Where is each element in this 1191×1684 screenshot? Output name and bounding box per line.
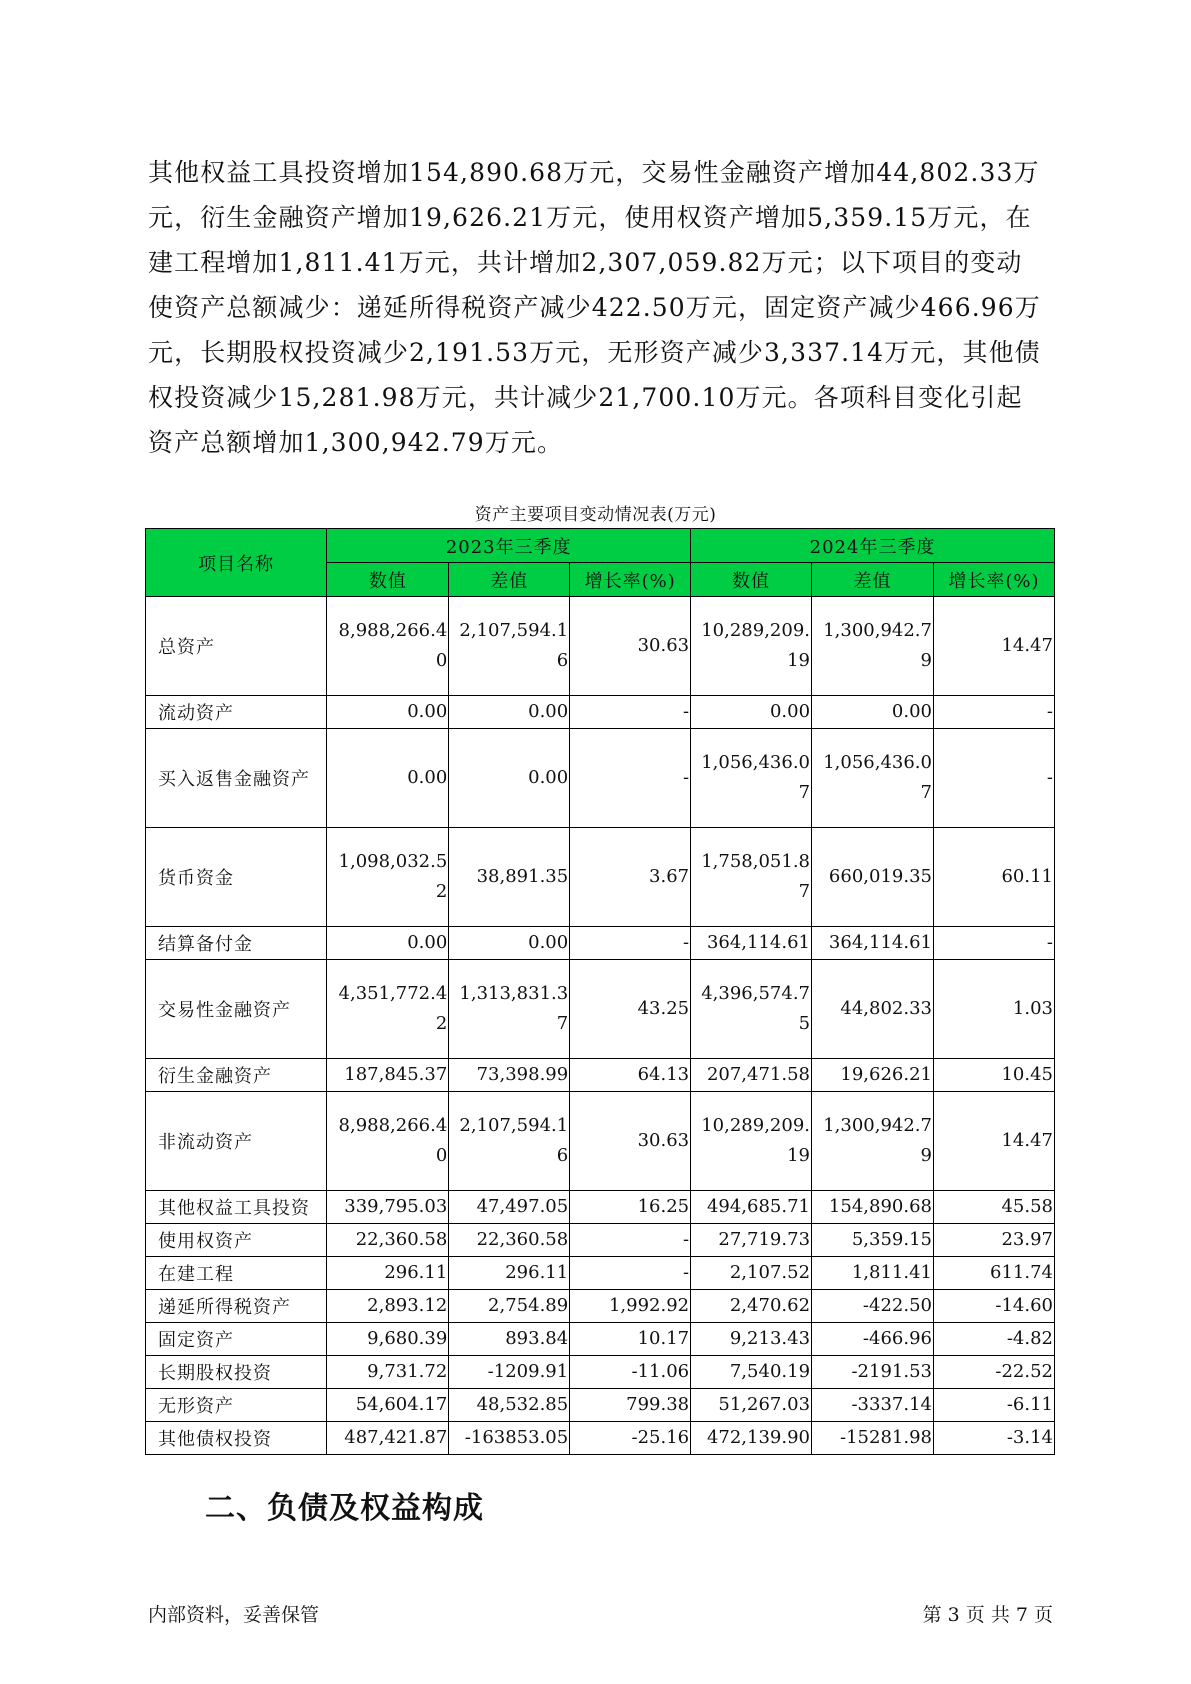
cell-rate-2023: 16.25: [570, 1191, 691, 1224]
cell-diff-2023: 0.00: [449, 729, 570, 828]
cell-diff-2023: 2,107,594.16: [449, 597, 570, 696]
cell-value-2024: 10,289,209.19: [691, 1092, 812, 1191]
cell-diff-2023: 1,313,831.37: [449, 960, 570, 1059]
cell-item-name: 交易性金融资产: [146, 960, 327, 1059]
cell-item-name: 货币资金: [146, 828, 327, 927]
cell-value-2023: 0.00: [327, 696, 449, 729]
table-row: [146, 696, 1055, 729]
cell-rate-2023: -: [570, 1257, 691, 1290]
table-row: [146, 1389, 1055, 1422]
cell-rate-2024: -14.60: [933, 1290, 1054, 1323]
cell-diff-2024: 660,019.35: [812, 828, 934, 927]
cell-diff-2023: 2,754.89: [449, 1290, 570, 1323]
header-diff-2023: 差值: [449, 563, 570, 597]
cell-rate-2024: -4.82: [933, 1323, 1054, 1356]
cell-rate-2024: -: [933, 696, 1054, 729]
cell-rate-2023: 799.38: [570, 1389, 691, 1422]
cell-diff-2024: -2191.53: [812, 1356, 934, 1389]
table-row: [146, 1092, 1055, 1191]
cell-value-2023: 0.00: [327, 729, 449, 828]
cell-diff-2024: 0.00: [812, 696, 934, 729]
table-row: [146, 927, 1055, 960]
cell-item-name: 长期股权投资: [146, 1356, 327, 1389]
cell-value-2023: 8,988,266.40: [327, 1092, 449, 1191]
cell-diff-2023: 893.84: [449, 1323, 570, 1356]
cell-rate-2023: -11.06: [570, 1356, 691, 1389]
cell-diff-2024: -422.50: [812, 1290, 934, 1323]
header-rate-2023: 增长率(%): [570, 563, 691, 597]
cell-value-2023: 54,604.17: [327, 1389, 449, 1422]
cell-value-2023: 1,098,032.52: [327, 828, 449, 927]
cell-diff-2023: 0.00: [449, 696, 570, 729]
cell-diff-2024: 1,300,942.79: [812, 1092, 934, 1191]
cell-value-2024: 9,213.43: [691, 1323, 812, 1356]
cell-item-name: 其他债权投资: [146, 1422, 327, 1455]
cell-value-2024: 1,056,436.07: [691, 729, 812, 828]
cell-diff-2023: 22,360.58: [449, 1224, 570, 1257]
cell-value-2023: 8,988,266.40: [327, 597, 449, 696]
cell-rate-2024: 1.03: [933, 960, 1054, 1059]
cell-diff-2024: -15281.98: [812, 1422, 934, 1455]
cell-rate-2023: 10.17: [570, 1323, 691, 1356]
header-value-2023: 数值: [327, 563, 449, 597]
cell-diff-2024: 44,802.33: [812, 960, 934, 1059]
cell-rate-2024: -3.14: [933, 1422, 1054, 1455]
cell-diff-2023: 38,891.35: [449, 828, 570, 927]
cell-value-2024: 2,107.52: [691, 1257, 812, 1290]
table-row: [146, 1257, 1055, 1290]
cell-rate-2024: 611.74: [933, 1257, 1054, 1290]
cell-diff-2024: -3337.14: [812, 1389, 934, 1422]
cell-value-2023: 22,360.58: [327, 1224, 449, 1257]
cell-diff-2023: 2,107,594.16: [449, 1092, 570, 1191]
cell-value-2024: 364,114.61: [691, 927, 812, 960]
cell-value-2023: 2,893.12: [327, 1290, 449, 1323]
footer-page-number: 第 3 页 共 7 页: [922, 1604, 1053, 1626]
cell-rate-2024: 23.97: [933, 1224, 1054, 1257]
cell-item-name: 递延所得税资产: [146, 1290, 327, 1323]
cell-value-2024: 2,470.62: [691, 1290, 812, 1323]
cell-value-2023: 9,680.39: [327, 1323, 449, 1356]
header-period-2024: 2024年三季度: [691, 529, 1055, 563]
cell-value-2023: 339,795.03: [327, 1191, 449, 1224]
cell-value-2024: 0.00: [691, 696, 812, 729]
cell-rate-2023: 1,992.92: [570, 1290, 691, 1323]
cell-rate-2024: -6.11: [933, 1389, 1054, 1422]
cell-item-name: 流动资产: [146, 696, 327, 729]
cell-rate-2023: -: [570, 729, 691, 828]
cell-rate-2023: -: [570, 927, 691, 960]
cell-item-name: 无形资产: [146, 1389, 327, 1422]
cell-rate-2023: 3.67: [570, 828, 691, 927]
table-body: [146, 597, 1055, 1455]
cell-value-2023: 296.11: [327, 1257, 449, 1290]
cell-item-name: 总资产: [146, 597, 327, 696]
table-row: [146, 1059, 1055, 1092]
table-row: [146, 597, 1055, 696]
cell-item-name: 结算备付金: [146, 927, 327, 960]
footer-confidential: 内部资料，妥善保管: [148, 1604, 320, 1626]
cell-diff-2024: 1,056,436.07: [812, 729, 934, 828]
header-item-name: 项目名称: [146, 529, 327, 597]
header-period-2023: 2023年三季度: [327, 529, 691, 563]
cell-diff-2024: 154,890.68: [812, 1191, 934, 1224]
table-row: [146, 1422, 1055, 1455]
cell-rate-2023: -25.16: [570, 1422, 691, 1455]
cell-rate-2023: -: [570, 696, 691, 729]
table-row: [146, 1191, 1055, 1224]
cell-value-2024: 207,471.58: [691, 1059, 812, 1092]
cell-diff-2023: -163853.05: [449, 1422, 570, 1455]
cell-rate-2024: 60.11: [933, 828, 1054, 927]
table-row: [146, 1224, 1055, 1257]
table-row: [146, 729, 1055, 828]
cell-value-2023: 0.00: [327, 927, 449, 960]
cell-item-name: 非流动资产: [146, 1092, 327, 1191]
cell-diff-2023: -1209.91: [449, 1356, 570, 1389]
cell-rate-2024: -: [933, 729, 1054, 828]
cell-value-2024: 494,685.71: [691, 1191, 812, 1224]
table-row: [146, 1290, 1055, 1323]
cell-rate-2024: -22.52: [933, 1356, 1054, 1389]
body-paragraph: 其他权益工具投资增加154,890.68万元，交易性金融资产增加44,802.33万元，衍生金融资产增加19,626.21万元，使用权资产增加5,359.15万元，在建工程增加1,811.41万元，共计增加2,307,059.82万元；以下项目的变动使资产总额减少：递延所得税资产减少422.50万元，固定资产减少466.96万元，长期股权投资减少2,191.53万元，无形资产减少3,337.14万元，其他债权投资减少15,281.98万元，共计减少21,700.10万元。各项科目变化引起资产总额增加1,300,942.79万元。: [148, 158, 1041, 457]
cell-rate-2023: 30.63: [570, 597, 691, 696]
cell-diff-2023: 0.00: [449, 927, 570, 960]
table-row: [146, 1356, 1055, 1389]
cell-item-name: 使用权资产: [146, 1224, 327, 1257]
table-row: [146, 960, 1055, 1059]
cell-value-2024: 472,139.90: [691, 1422, 812, 1455]
cell-value-2024: 27,719.73: [691, 1224, 812, 1257]
cell-value-2023: 487,421.87: [327, 1422, 449, 1455]
cell-diff-2024: 1,811.41: [812, 1257, 934, 1290]
cell-rate-2023: 43.25: [570, 960, 691, 1059]
cell-diff-2023: 47,497.05: [449, 1191, 570, 1224]
cell-diff-2024: 364,114.61: [812, 927, 934, 960]
cell-item-name: 其他权益工具投资: [146, 1191, 327, 1224]
section-heading: 二、负债及权益构成: [205, 1491, 484, 1526]
cell-value-2024: 1,758,051.87: [691, 828, 812, 927]
cell-diff-2023: 73,398.99: [449, 1059, 570, 1092]
cell-item-name: 固定资产: [146, 1323, 327, 1356]
cell-rate-2024: 14.47: [933, 597, 1054, 696]
table-row: [146, 1323, 1055, 1356]
cell-item-name: 买入返售金融资产: [146, 729, 327, 828]
asset-change-table: [145, 528, 1055, 1455]
cell-value-2023: 187,845.37: [327, 1059, 449, 1092]
cell-value-2024: 51,267.03: [691, 1389, 812, 1422]
cell-value-2023: 4,351,772.42: [327, 960, 449, 1059]
cell-rate-2024: 10.45: [933, 1059, 1054, 1092]
cell-rate-2023: 64.13: [570, 1059, 691, 1092]
table-caption: 资产主要项目变动情况表(万元): [474, 505, 717, 525]
cell-value-2024: 4,396,574.75: [691, 960, 812, 1059]
header-diff-2024: 差值: [812, 563, 934, 597]
cell-value-2024: 7,540.19: [691, 1356, 812, 1389]
cell-diff-2023: 296.11: [449, 1257, 570, 1290]
cell-rate-2024: 45.58: [933, 1191, 1054, 1224]
cell-rate-2024: 14.47: [933, 1092, 1054, 1191]
cell-diff-2024: 1,300,942.79: [812, 597, 934, 696]
cell-value-2023: 9,731.72: [327, 1356, 449, 1389]
cell-rate-2024: -: [933, 927, 1054, 960]
cell-item-name: 在建工程: [146, 1257, 327, 1290]
cell-diff-2024: 5,359.15: [812, 1224, 934, 1257]
cell-value-2024: 10,289,209.19: [691, 597, 812, 696]
cell-diff-2024: 19,626.21: [812, 1059, 934, 1092]
header-value-2024: 数值: [691, 563, 812, 597]
cell-diff-2023: 48,532.85: [449, 1389, 570, 1422]
cell-rate-2023: 30.63: [570, 1092, 691, 1191]
table-row: [146, 828, 1055, 927]
cell-item-name: 衍生金融资产: [146, 1059, 327, 1092]
header-rate-2024: 增长率(%): [933, 563, 1054, 597]
cell-rate-2023: -: [570, 1224, 691, 1257]
cell-diff-2024: -466.96: [812, 1323, 934, 1356]
